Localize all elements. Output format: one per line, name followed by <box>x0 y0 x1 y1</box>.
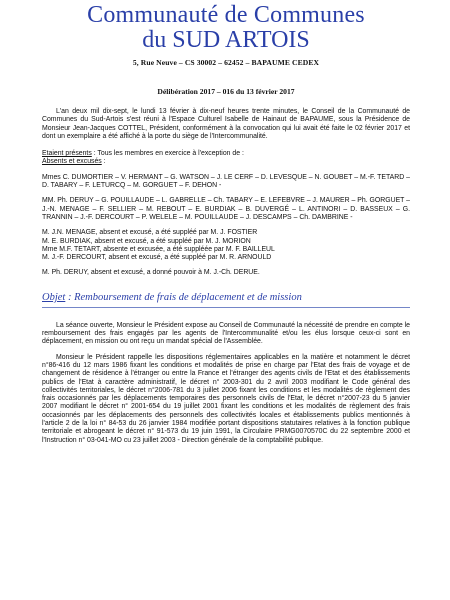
substitutes-list <box>42 229 410 262</box>
substitute-item: Mme M.F. TETART, absente et excusée, a été suppléée par M. F. BAILLEUL <box>42 245 275 253</box>
substitute-item: M. J.N. MENAGE, absent et excusé, a été suppléé par M. J. FOSTIER <box>42 229 258 237</box>
body-paragraph-2: Monsieur le Président rappelle les dispositions réglementaires applicables en la matière et notamment le décret n°86-416 du 12 mars 1986 fixant les conditions et modalités de prise en charge par l'Etat des frais de voyage et de changement de résidence à l'étranger ou entre la France et l'étranger des agents civils de l'Etat et des établissements publics de l'Etat à caractère administratif, le décret n° 2003-301 du 2 avril 2003 modifiant le Code général des collectivités territoriales, le décret n°2006-781 du 3 juillet 2006 fixant les conditions et les modalités de règlement des frais occasionnés par les déplacements temporaires des personnels civils de l'Etat, le décret n°2007-23 du 5 janvier 2007 modifiant le décret n° 2001-654 du 19 juillet 2001 fixant les conditions et les modalités de règlement des frais occasionnés par les déplacements des personnels des collectivités locales et établissements publics mentionnés à l'article 2 de la loi n° 84-53 du 26 janvier 1984 modifiée portant dispositions statutaires relatives à la fonction publique territoriale et abrogeant le décret n° 91-573 du 19 juin 1991, la Circulaire PRMG0070570C du 22 septembre 2000 et l'Instruction n° 03-041-MO cu 23 juillet 2003 - Direction générale de la comptabilité publique. <box>42 353 410 444</box>
organization-name-line1: Communauté de Communes <box>87 2 365 28</box>
substitute-item: M. E. BURDIAK, absent et excusé, a été suppléé par M. J. MORION <box>42 237 251 245</box>
organization-name-line2: du SUD ARTOIS <box>142 27 310 53</box>
proxy-line: M. Ph. DERUY, absent et excusé, a donné pouvoir à M. J.-Ch. DERUE. <box>42 269 260 277</box>
subject-text: : Remboursement de frais de déplacement et de mission <box>65 291 302 303</box>
organization-address: 5, Rue Neuve – CS 30002 – 62452 – BAPAUME CEDEX <box>132 58 320 67</box>
presence-label: Etaient présents <box>42 150 92 158</box>
presence-line <box>42 150 410 167</box>
letterhead <box>42 0 410 67</box>
absent-list-men: MM. Ph. DERUY – G. POUILLAUDE – L. GABRELLE – Ch. TABARY – E. LEFEBVRE – J. MAURER – Ph. GORGUET – J.-N. MENAGE – F. SELLIER – M. REBOUT – E. BURDIAK – B. DUVERGÉ – L. ANTINORI – D. BASSEUX – G. TRANNIN – J.-F. DERCOURT – P. WELELE – M. POUILLAUDE – J. DESCAMPS – Ch. DAMBRINE - <box>42 197 411 221</box>
absent-list-women: Mmes C. DUMORTIER – V. HERMANT – G. WATSON – J. LE CERF – D. LEVESQUE – N. GOUBET – M.-F. TETARD – D. TABARY – F. LETURCQ – M. GORGUET – F. DEHON - <box>42 173 410 190</box>
intro-paragraph: L'an deux mil dix-sept, le lundi 13 février à dix-neuf heures trente minutes, le Conseil de la Communauté de Communes du Sud-Artois s'est réuni à l'Espace Culturel Isabelle de Hainaut de BAPAUME, sous la Présidence de Monsieur Jean-Jacques COTTEL, Président, conformément à la convocation qui lui avait été faite le 02 février 2017 et dont un exemplaire a été affiché à la porte du siège de l'Intercommunalité. <box>42 108 410 140</box>
substitute-item: M. J.-F. DERCOURT, absent et excusé, a été suppléé par M. R. ARNOULD <box>42 254 272 262</box>
absent-label: Absents et excusés <box>42 158 102 166</box>
body-paragraph-1: La séance ouverte, Monsieur le Président expose au Conseil de Communauté la nécessité de prendre en compte le remboursement des frais engagés par les agents de l'Intercommunalité et/ou les élus lorsque ceux-ci sont en déplacement, en mission ou ont reçu un mandat spécial de l'Assemblée. <box>42 321 410 346</box>
presence-text: : Tous les membres en exercice à l'exception de : <box>91 150 244 158</box>
subject-heading <box>42 292 410 308</box>
deliberation-reference: Délibération 2017 – 016 du 13 février 2017 <box>157 87 295 96</box>
absent-suffix: : <box>101 158 106 166</box>
subject-label: Objet <box>42 291 66 303</box>
